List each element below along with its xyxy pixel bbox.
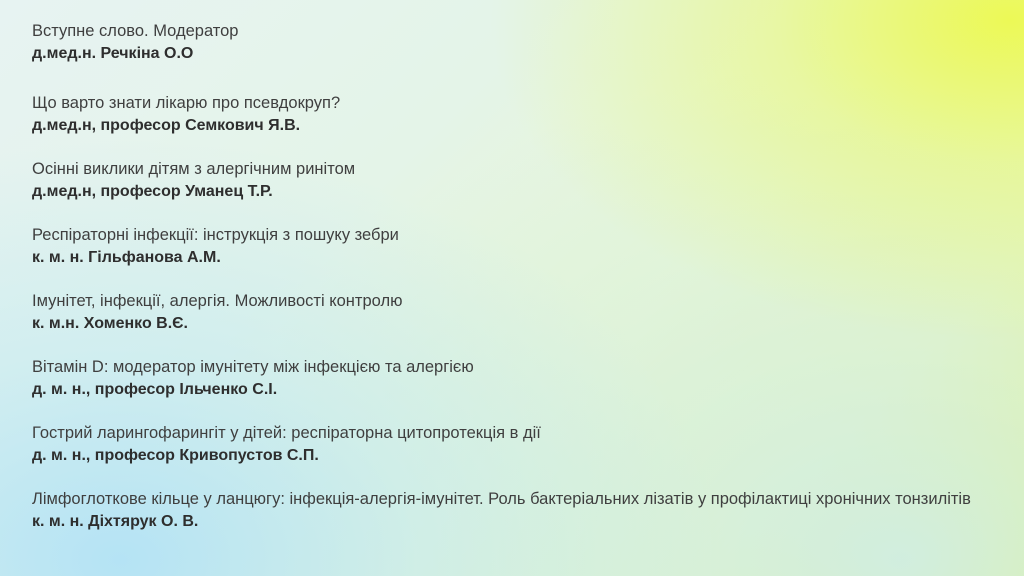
agenda-item <box>32 20 992 66</box>
agenda-speaker: д.мед.н, професор Семкович Я.В. <box>32 117 301 134</box>
agenda-item <box>32 488 992 534</box>
agenda-item <box>32 422 992 468</box>
agenda-topic: Лімфоглоткове кільце у ланцюгу: інфекція-алергія-імунітет. Роль бактеріальних лізатів у профілактиці хронічних тонзилітів <box>32 490 971 508</box>
agenda-speaker: д.мед.н, професор Уманец Т.Р. <box>32 183 273 200</box>
agenda-topic: Імунітет, інфекції, алергія. Можливості контролю <box>32 292 403 310</box>
agenda-item <box>32 356 992 402</box>
agenda-speaker: д. м. н., професор Кривопустов С.П. <box>32 447 319 464</box>
agenda-speaker: д.мед.н. Речкіна О.О <box>32 45 194 62</box>
agenda-speaker: к. м. н. Діхтярук О. В. <box>32 513 199 530</box>
agenda-speaker: к. м.н. Хоменко В.Є. <box>32 315 188 332</box>
agenda-item <box>32 92 992 138</box>
agenda-topic: Що варто знати лікарю про псевдокруп? <box>32 94 341 112</box>
agenda-item <box>32 224 992 270</box>
agenda-item <box>32 290 992 336</box>
agenda-topic: Респіраторні інфекції: інструкція з пошуку зебри <box>32 226 399 244</box>
agenda-speaker: д. м. н., професор Ільченко С.І. <box>32 381 278 398</box>
agenda-item <box>32 158 992 204</box>
agenda-speaker: к. м. н. Гільфанова А.М. <box>32 249 221 266</box>
agenda-topic: Гострий ларингофарингіт у дітей: респіраторна цитопротекція в дії <box>32 424 541 442</box>
agenda-topic: Вітамін D: модератор імунітету між інфекцією та алергією <box>32 358 474 376</box>
agenda-topic: Вступне слово. Модератор <box>32 22 239 40</box>
agenda-topic: Осінні виклики дітям з алергічним ринітом <box>32 160 356 178</box>
agenda-list <box>32 20 992 534</box>
